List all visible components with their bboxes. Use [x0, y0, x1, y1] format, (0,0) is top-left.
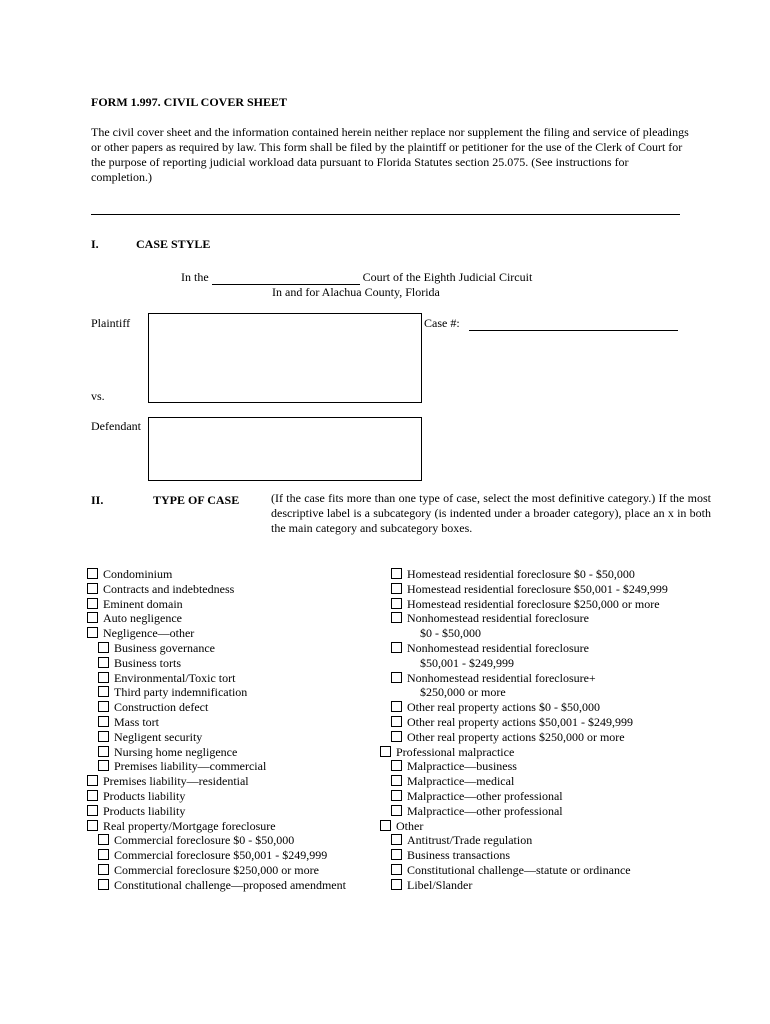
form-title: FORM 1.997. CIVIL COVER SHEET [91, 95, 288, 109]
section2-description: (If the case fits more than one type of case, select the most definitive category.) If the most descriptive label is a subcategory (is indented under a broader category), place an x in both the main category and subcategory boxes. [271, 491, 711, 535]
court-prefix: In the [181, 270, 209, 284]
defendant-label: Defendant [91, 419, 141, 433]
checkbox[interactable] [98, 701, 109, 712]
checkbox[interactable] [87, 805, 98, 816]
checkbox[interactable] [98, 849, 109, 860]
left-case-type-item-label: Negligence—other [103, 626, 195, 641]
court-name-blank[interactable] [212, 273, 360, 285]
right-case-type-item-label: Libel/Slander [407, 877, 473, 892]
right-case-type-item-label: Malpractice—business [407, 759, 517, 774]
checkbox[interactable] [391, 849, 402, 860]
left-case-type-item-label: Commercial foreclosure $50,001 - $249,999 [114, 848, 328, 863]
left-case-type-item-label: Premises liability—commercial [114, 759, 267, 774]
intro-paragraph: The civil cover sheet and the information contained herein neither replace nor supplement the filing and service of pleadings or other papers as required by law. This form shall be filed by the plaintiff or petitioner for the use of the Clerk of Court for the purpose of reporting judicial workload data pursuant to Florida Statutes section 25.075. (See instructions for completion.) [91, 125, 689, 184]
right-case-type-item-label: Malpractice—medical [407, 774, 515, 789]
court-line-1 [181, 270, 532, 285]
checkbox[interactable] [98, 864, 109, 875]
checkbox[interactable] [98, 834, 109, 845]
checkbox[interactable] [391, 642, 402, 653]
checkbox[interactable] [391, 568, 402, 579]
court-line-2: In and for Alachua County, Florida [272, 285, 440, 299]
checkbox[interactable] [98, 746, 109, 757]
checkbox[interactable] [87, 775, 98, 786]
left-case-type-item-label: Commercial foreclosure $0 - $50,000 [114, 833, 295, 848]
right-case-type-item-label: Other real property actions $0 - $50,000 [407, 700, 600, 715]
checkbox[interactable] [391, 790, 402, 801]
right-case-type-item-label: $0 - $50,000 [420, 626, 481, 641]
right-case-type-item-label: $50,001 - $249,999 [420, 655, 514, 670]
left-case-type-item-label: Eminent domain [103, 596, 183, 611]
plaintiff-field[interactable] [148, 313, 422, 403]
checkbox[interactable] [87, 820, 98, 831]
checkbox[interactable] [391, 672, 402, 683]
right-case-type-item-label: Homestead residential foreclosure $0 - $50,000 [407, 567, 635, 581]
section1-numeral: I. [91, 237, 99, 251]
checkbox[interactable] [391, 612, 402, 623]
checkbox[interactable] [98, 760, 109, 771]
plaintiff-label: Plaintiff [91, 316, 131, 330]
checkbox[interactable] [391, 834, 402, 845]
section2-numeral: II. [91, 493, 104, 507]
right-case-type-item-label: Business transactions [407, 848, 510, 863]
left-case-type-item-label: Nursing home negligence [114, 744, 238, 759]
checkbox[interactable] [380, 746, 391, 757]
left-case-type-item-label: Condominium [103, 567, 173, 581]
checkbox[interactable] [98, 642, 109, 653]
checkbox[interactable] [87, 627, 98, 638]
checkbox[interactable] [391, 583, 402, 594]
left-case-type-item-label: Mass tort [114, 715, 159, 729]
left-case-type-item-label: Premises liability—residential [103, 774, 249, 789]
checkbox[interactable] [98, 879, 109, 890]
checkbox[interactable] [391, 716, 402, 727]
left-case-type-item-label: Environmental/Toxic tort [114, 670, 236, 685]
checkbox[interactable] [98, 657, 109, 668]
case-number-field[interactable] [469, 319, 678, 331]
left-case-type-item-label: Commercial foreclosure $250,000 or more [114, 863, 319, 877]
checkbox[interactable] [87, 583, 98, 594]
right-case-type-item-label: Other real property actions $50,001 - $249,999 [407, 715, 633, 729]
checkbox[interactable] [391, 760, 402, 771]
left-case-type-item-label: Business governance [114, 641, 215, 655]
checkbox[interactable] [391, 701, 402, 712]
checkbox[interactable] [380, 820, 391, 831]
right-case-type-item-label: Nonhomestead residential foreclosure [407, 641, 589, 655]
right-case-type-item-label: Nonhomestead residential foreclosure+ [407, 670, 596, 685]
checkbox[interactable] [98, 716, 109, 727]
section2-heading: TYPE OF CASE [153, 493, 240, 507]
checkbox[interactable] [391, 805, 402, 816]
right-case-type-item-label: Malpractice—other professional [407, 803, 563, 818]
divider-rule [91, 214, 680, 215]
right-case-type-item-label: Nonhomestead residential foreclosure [407, 611, 589, 626]
right-case-type-item-label: $250,000 or more [420, 685, 506, 700]
checkbox[interactable] [98, 672, 109, 683]
left-case-type-item-label: Negligent security [114, 729, 203, 744]
left-case-type-item-label: Products liability [103, 803, 186, 818]
right-case-type-item-label: Professional malpractice [396, 744, 515, 759]
checkbox[interactable] [391, 879, 402, 890]
checkbox[interactable] [87, 612, 98, 623]
left-case-type-item-label: Contracts and indebtedness [103, 581, 235, 596]
right-case-type-item-label: Other [396, 818, 424, 833]
case-number-label: Case #: [424, 316, 460, 330]
right-case-type-item-label: Antitrust/Trade regulation [407, 833, 533, 848]
left-case-type-item-label: Real property/Mortgage foreclosure [103, 818, 276, 833]
checkbox[interactable] [391, 731, 402, 742]
case-number-row [424, 316, 678, 331]
left-case-type-item-label: Products liability [103, 789, 186, 803]
vs-label: vs. [91, 389, 105, 403]
right-case-type-item-label: Constitutional challenge—statute or ordinance [407, 863, 631, 877]
right-case-type-item-label: Homestead residential foreclosure $250,000 or more [407, 596, 660, 611]
left-case-type-item-label: Construction defect [114, 700, 209, 715]
right-case-type-item-label: Homestead residential foreclosure $50,001 - $249,999 [407, 581, 668, 596]
checkbox[interactable] [87, 598, 98, 609]
left-case-type-item-label: Auto negligence [103, 611, 182, 626]
defendant-field[interactable] [148, 417, 422, 481]
right-case-type-item-label: Other real property actions $250,000 or more [407, 729, 625, 744]
section1-heading: CASE STYLE [136, 237, 211, 251]
checkbox[interactable] [87, 568, 98, 579]
left-case-type-item-label: Constitutional challenge—proposed amendment [114, 877, 346, 892]
checkbox[interactable] [98, 686, 109, 697]
checkbox[interactable] [391, 598, 402, 609]
left-case-type-item-label: Third party indemnification [114, 685, 248, 700]
checkbox[interactable] [391, 775, 402, 786]
checkbox[interactable] [391, 864, 402, 875]
checkbox[interactable] [98, 731, 109, 742]
right-case-type-item-label: Malpractice—other professional [407, 789, 563, 803]
checkbox[interactable] [87, 790, 98, 801]
court-suffix: Court of the Eighth Judicial Circuit [362, 270, 533, 284]
left-case-type-item-label: Business torts [114, 655, 182, 670]
